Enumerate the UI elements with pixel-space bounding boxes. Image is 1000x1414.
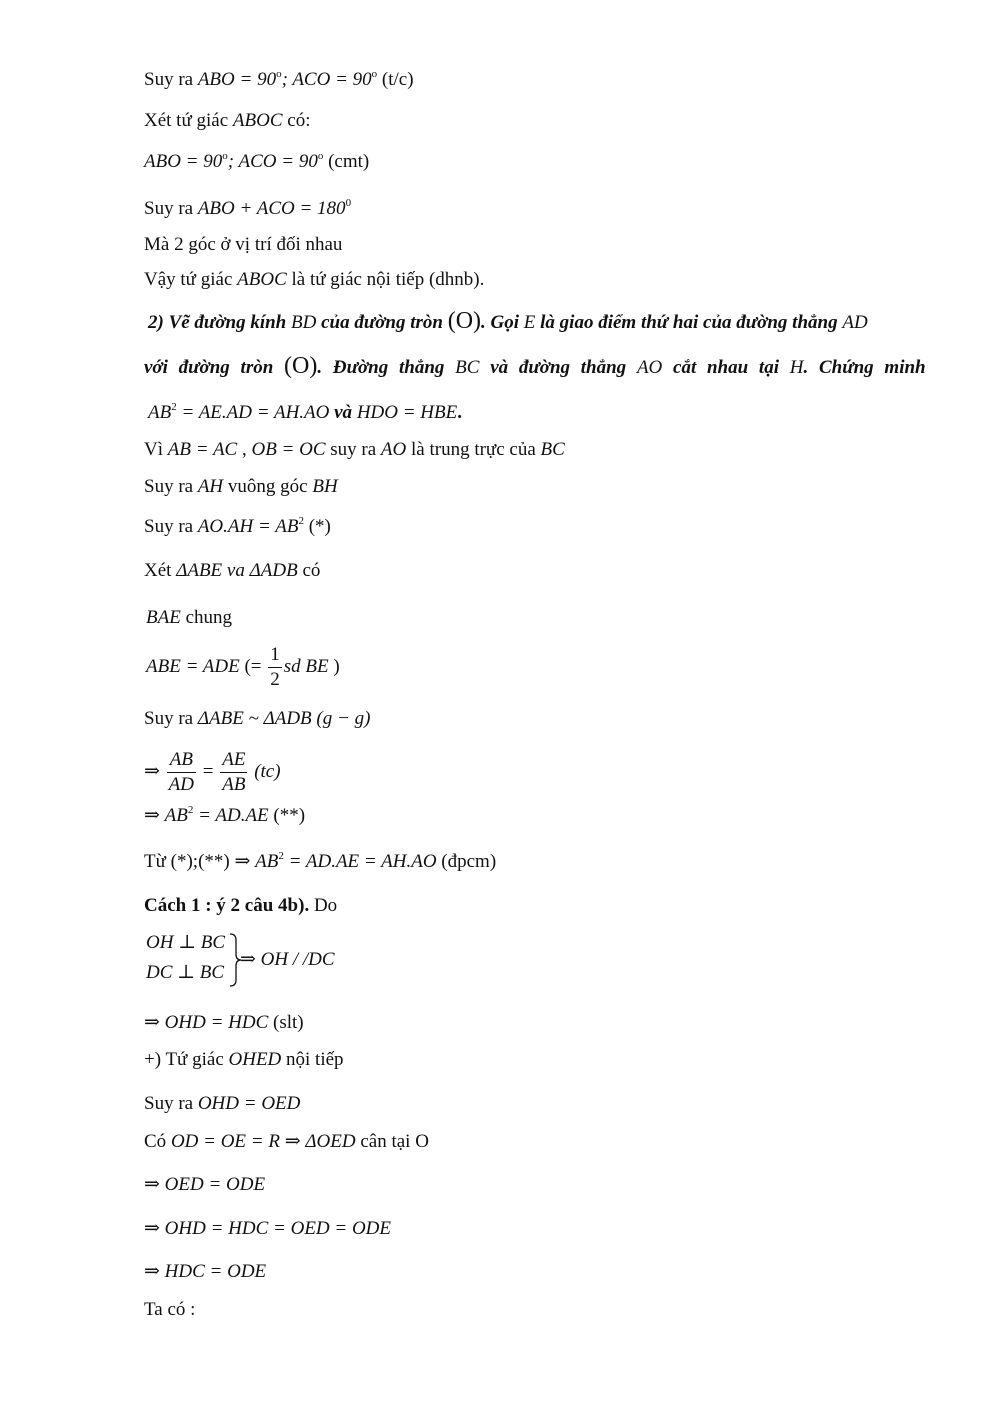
bold-text: và đường thẳng (479, 357, 637, 378)
line-hdc-ode (144, 1262, 266, 1281)
bold-text: với đường tròn (144, 357, 285, 378)
math: BC (455, 357, 480, 378)
line-xet-triangles (144, 561, 320, 580)
text: = (198, 760, 219, 782)
problem-2-line-2 (144, 354, 926, 378)
problem-2-line-1 (148, 309, 868, 333)
math: AO.AH = AB (197, 516, 299, 537)
numerator: AB (167, 748, 196, 773)
bold-text: Cách 1 : ý 2 câu 4b). (144, 895, 310, 916)
math: HDC = ODE (164, 1261, 267, 1282)
math: ΔOED (305, 1131, 356, 1152)
text: là tứ giác nội tiếp (dhnb). (286, 269, 485, 290)
text: +) Tứ giác (144, 1049, 229, 1070)
line-ta-co (144, 1300, 195, 1319)
math: AD (842, 312, 868, 333)
superscript: 2 (171, 401, 177, 413)
text: Có (144, 1131, 171, 1152)
text: Suy ra (144, 1093, 198, 1114)
text: ⇒ (144, 1218, 165, 1239)
text: , (237, 439, 252, 460)
math: OHD = HDC = OED = ODE (164, 1218, 392, 1239)
text: (*) (303, 516, 331, 537)
numerator: 1 (268, 643, 282, 668)
line-ohd-oed (144, 1094, 300, 1113)
line-ohd-hdc (144, 1013, 304, 1032)
text: ) (328, 655, 340, 677)
line-cmt-angles (144, 152, 369, 171)
bold-text: của đường tròn (316, 312, 448, 333)
line-similar-triangles (144, 709, 370, 728)
bold-text: . Gọi (481, 312, 524, 333)
line-ratio (144, 748, 281, 797)
line-ohed-cyclic (144, 1050, 344, 1069)
text: Xét tứ giác (144, 110, 233, 131)
problem-2-line-3 (148, 403, 462, 422)
line-opposite-angles (144, 235, 342, 254)
text: (cmt) (323, 151, 370, 172)
text: (đpcm) (436, 851, 497, 872)
text: Vậy tứ giác (144, 269, 238, 290)
line-ab2-ad-ae (144, 806, 305, 825)
text: (*);(**) ⇒ (170, 851, 256, 872)
superscript: 0 (345, 197, 352, 209)
line-isosceles (144, 1132, 429, 1151)
math: HDO = HBE (356, 402, 458, 423)
denominator: AB (222, 774, 246, 795)
math: OED = ODE (164, 1174, 266, 1195)
superscript: 2 (298, 515, 304, 527)
math: BAE (146, 607, 181, 628)
superscript: 2 (187, 804, 194, 816)
math: BD (291, 312, 317, 333)
math: = AD.AE = AH.AO (283, 851, 437, 872)
text: (**) (268, 805, 306, 826)
math: ABOC (237, 269, 287, 290)
line-ah-perp-bh (144, 477, 338, 496)
bold-text: . Đường thẳng (317, 357, 456, 378)
math: ; ACO = 90 (281, 69, 372, 90)
text: Suy ra (144, 476, 198, 497)
line-chain-equal (144, 1219, 391, 1238)
line-suy-ra-right-angles (144, 70, 414, 89)
text: Từ (144, 851, 171, 872)
math: AH (197, 476, 224, 497)
math: ABE = ADE (146, 655, 240, 677)
math: AB (255, 851, 279, 872)
text: Vì (144, 439, 168, 460)
math: (O) (447, 308, 482, 334)
math: ABO + ACO = 180 (197, 198, 346, 219)
math: OHD = OED (197, 1093, 301, 1114)
math: ABO = 90 (197, 69, 277, 90)
math: (tc) (249, 760, 281, 782)
text: Suy ra (144, 69, 198, 90)
superscript: o (276, 68, 282, 80)
math: H (789, 357, 804, 378)
line-cach-1 (144, 896, 337, 915)
line-xet-tu-giac (144, 111, 310, 130)
text: chung (180, 607, 233, 628)
line-dpcm (144, 852, 496, 871)
text: ⇒ (144, 1174, 165, 1195)
denominator: 2 (270, 669, 280, 690)
system-row: OH ⊥ BC (146, 932, 226, 953)
text: Suy ra (144, 708, 198, 729)
fraction-ab-ad (167, 748, 196, 797)
bold-text: . (457, 402, 462, 423)
math: = AD.AE (193, 805, 269, 826)
bold-text: . Chứng minh (803, 357, 926, 378)
math: AB = AC (167, 439, 238, 460)
text: ⇒ (144, 1261, 165, 1282)
math: BC (540, 439, 565, 460)
system-conclusion: ⇒ OH / /DC (240, 949, 335, 970)
line-bae-chung (146, 608, 232, 627)
math: BH (312, 476, 338, 497)
math: ABOC (232, 110, 283, 131)
line-oed-ode (144, 1175, 265, 1194)
text: suy ra (325, 439, 381, 460)
superscript: o (317, 150, 324, 162)
text: Ta có : (144, 1299, 196, 1320)
line-vi-ab-ac (144, 440, 565, 459)
math: OHD = HDC (164, 1012, 269, 1033)
text: ⇒ (144, 760, 165, 782)
superscript: o (371, 68, 378, 80)
text: ⇒ (144, 805, 165, 826)
math: ; ACO = 90 (227, 151, 318, 172)
superscript: o (222, 150, 228, 162)
text: vuông góc (223, 476, 313, 497)
bold-text: cắt nhau tại (662, 357, 790, 378)
text: (= (239, 655, 267, 677)
fraction-ae-ab (220, 748, 247, 797)
line-sum-180 (144, 199, 351, 218)
math: OD = OE = R (170, 1131, 280, 1152)
math: AO (636, 357, 663, 378)
math: ΔABE va ΔADB (176, 560, 298, 581)
text: nội tiếp (281, 1049, 344, 1070)
text: Xét (144, 560, 177, 581)
text: có: (282, 110, 311, 131)
math: AO (380, 439, 407, 460)
math: = AE.AD = AH.AO (176, 402, 330, 423)
math: AB (164, 805, 188, 826)
bold-text: và (329, 402, 357, 423)
text: (t/c) (377, 69, 414, 90)
text: Mà 2 góc ở vị trí đối nhau (144, 234, 343, 255)
numerator: AE (220, 748, 247, 773)
line-conclusion-cyclic (144, 270, 484, 289)
text: có (297, 560, 321, 581)
text: Do (309, 895, 338, 916)
math: (O) (284, 353, 318, 379)
superscript: 2 (278, 850, 284, 862)
math: (g − g) (311, 708, 371, 729)
text: Suy ra (144, 198, 198, 219)
text: cân tại O (355, 1131, 429, 1152)
math: sd BE (283, 655, 329, 677)
bold-text: là giao điểm thứ hai của đường thẳng (535, 312, 843, 333)
math: OB = OC (251, 439, 326, 460)
text: ⇒ (279, 1131, 306, 1152)
denominator: AD (168, 774, 194, 795)
system-row: DC ⊥ BC (146, 962, 225, 983)
text: là trung trực của (406, 439, 541, 460)
math: ABO = 90 (144, 151, 223, 172)
bold-text: 2) Vẽ đường kính (148, 312, 291, 333)
math: AB (148, 402, 172, 423)
text: Suy ra (144, 516, 198, 537)
math: OHED (228, 1049, 282, 1070)
math: ΔABE ~ ΔADB (197, 708, 312, 729)
math: E (523, 312, 536, 333)
line-abe-ade (146, 643, 340, 692)
fraction-one-half (268, 643, 282, 692)
system-rows (146, 932, 225, 992)
line-ao-ah-ab2 (144, 517, 331, 536)
text: (slt) (268, 1012, 304, 1033)
text: ⇒ (144, 1012, 165, 1033)
